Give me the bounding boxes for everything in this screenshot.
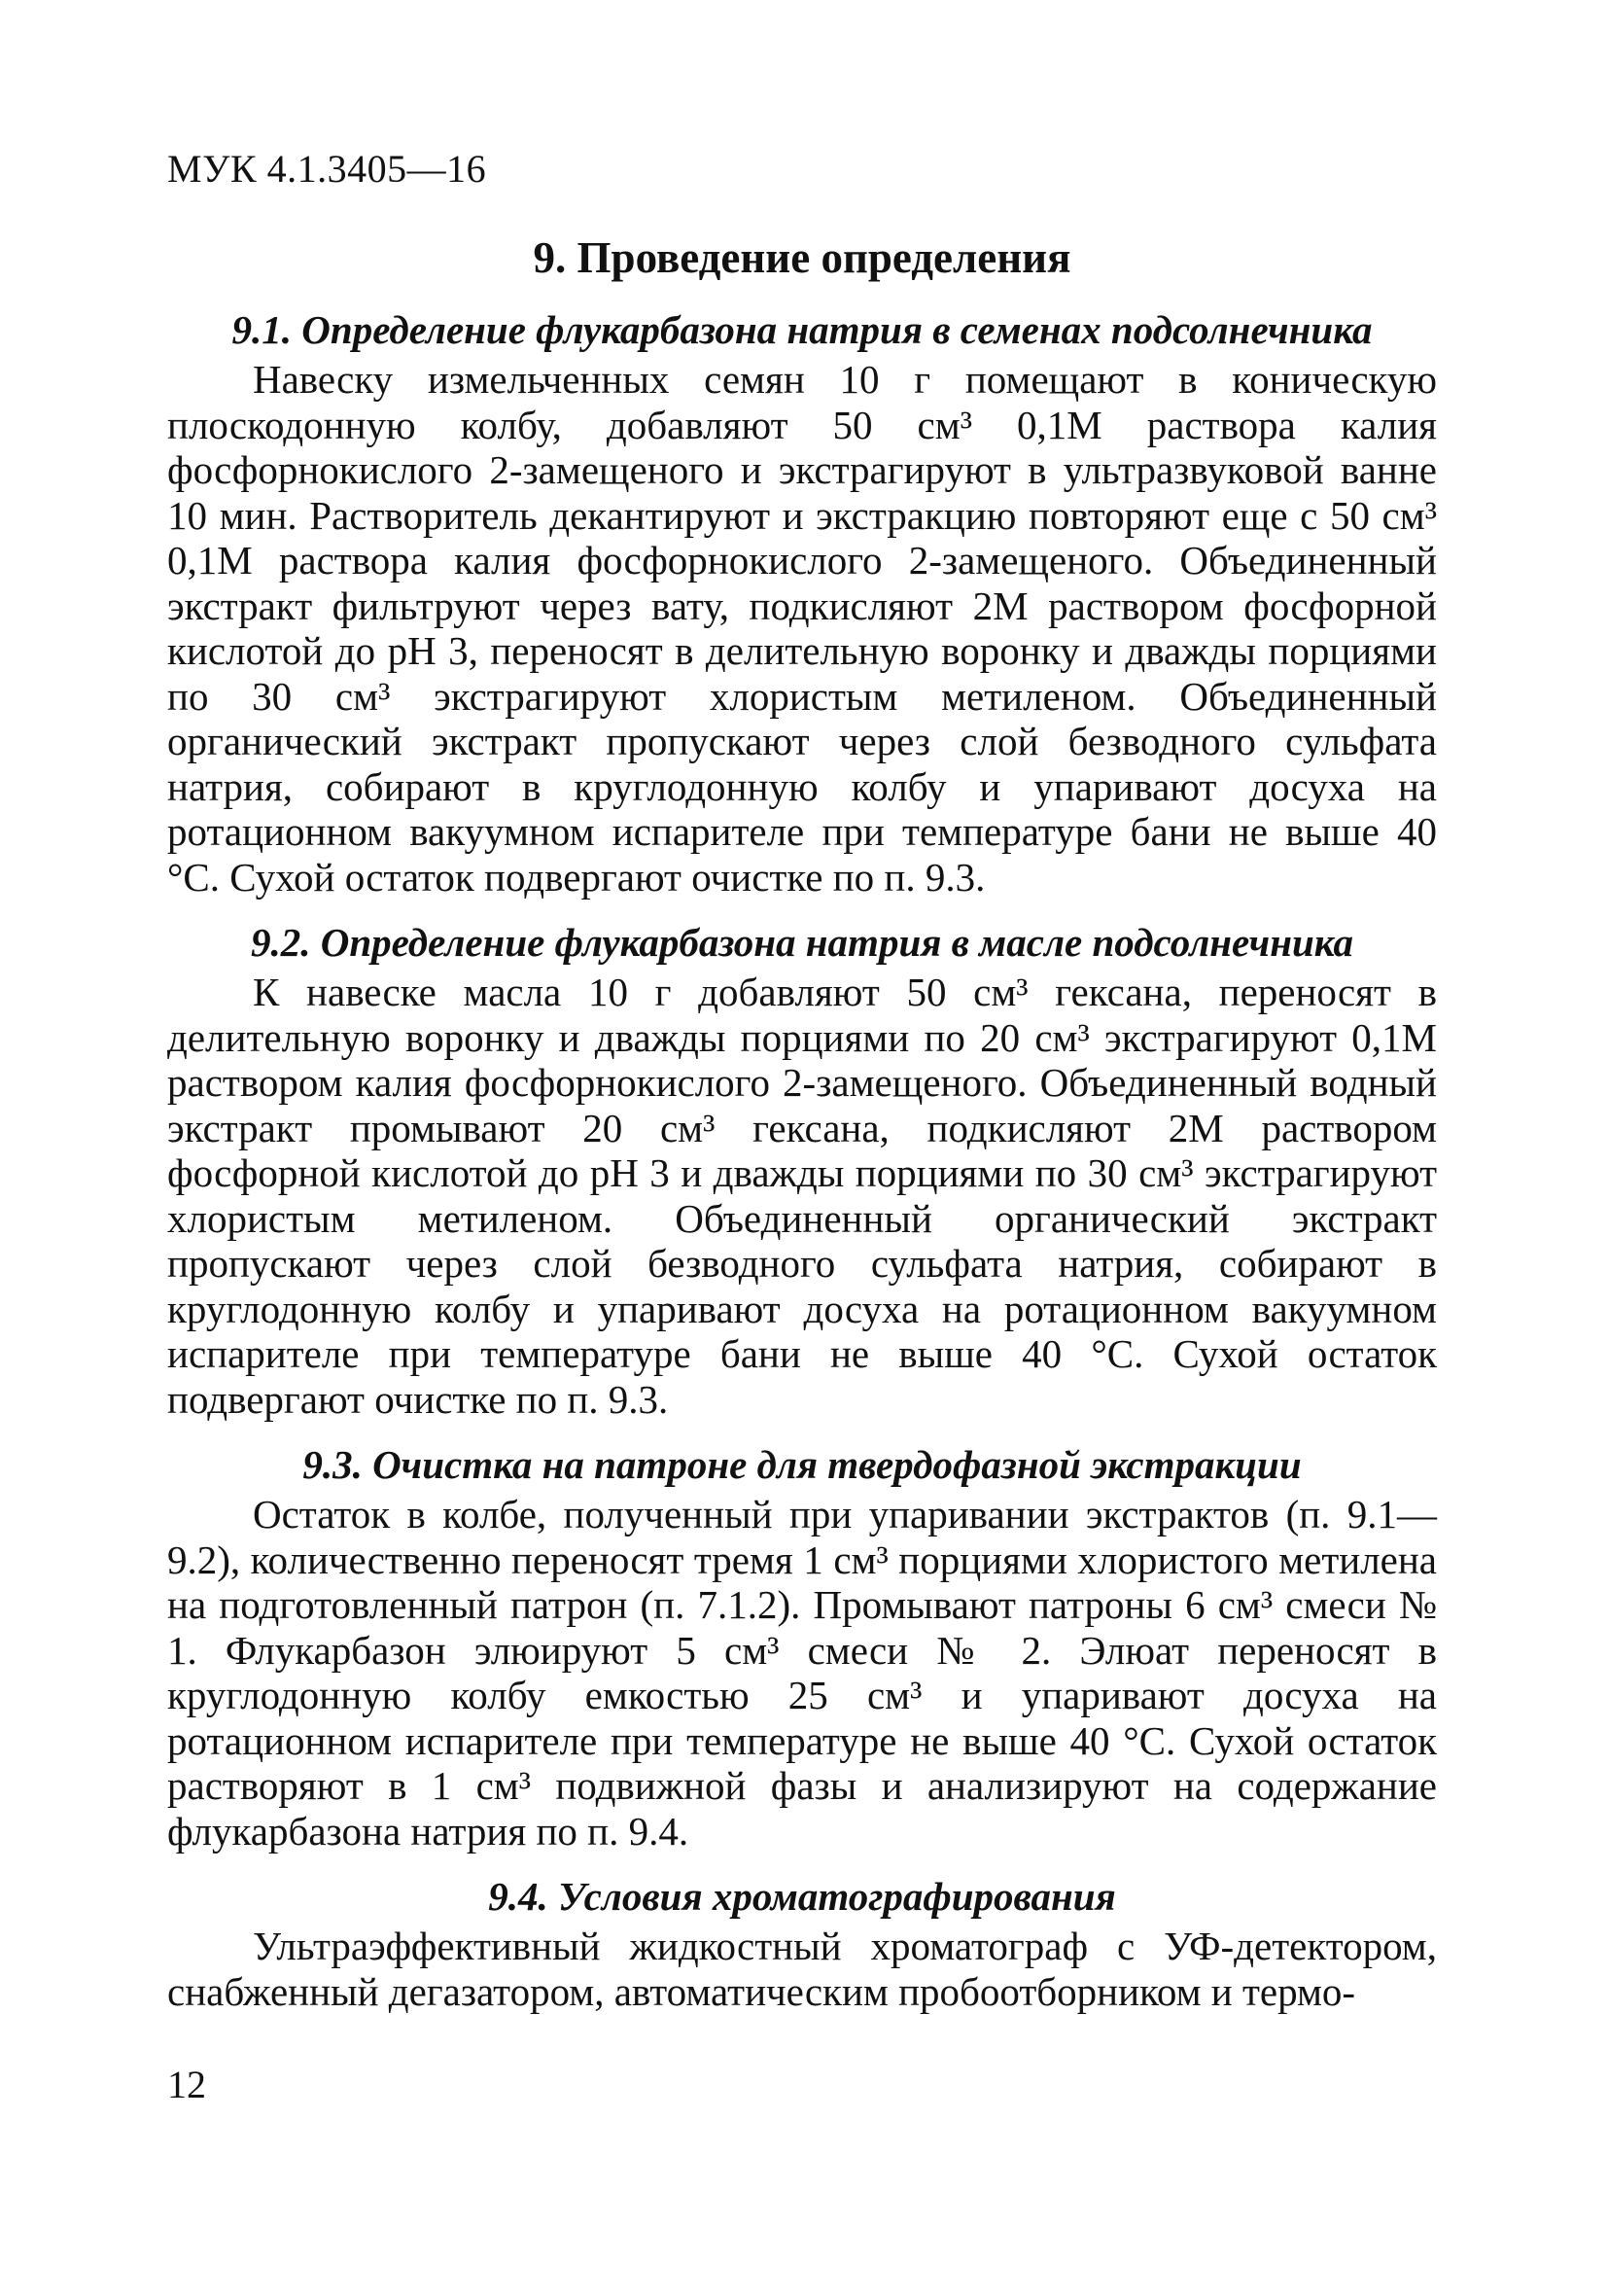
document-code: МУК 4.1.3405—16	[167, 147, 487, 191]
subsection-title-9-3: 9.3. Очистка на патроне для твердофазной экстракции	[302, 1442, 1302, 1487]
page-content	[167, 229, 1437, 2031]
paragraph-9-3: Остаток в колбе, полученный при упаривании экстрактов (п. 9.1—9.2), количественно переносят тремя 1 см³ порциями хлористого метилена на подготовленный патрон (п. 7.1.2). Промывают патроны 6 см³ смеси № 1. Флукарбазон элюируют 5 см³ смеси № 2. Элюат переносят в круглодонную колбу емкостью 25 см³ и упаривают досуха на ротационном испарителе при температуре не выше 40 °С. Сухой остаток растворяют в 1 см³ подвижной фазы и анализируют на содержание флукарбазона натрия по п. 9.4.	[167, 1492, 1437, 1854]
section-title: 9. Проведение определения	[533, 233, 1071, 282]
subsection-title-9-4: 9.4. Условия хроматографирования	[488, 1874, 1116, 1919]
paragraph-9-4: Ультраэффективный жидкостный хроматограф с УФ-детектором, снабженный дегазатором, автоматическим пробоотборником и термо-	[167, 1924, 1437, 2014]
paragraph-9-1: Навеску измельченных семян 10 г помещают в коническую плоскодонную колбу, добавляют 50 см³ 0,1М раствора калия фосфорнокислого 2-замещеного и экстрагируют в ультразвуковой ванне 10 мин. Растворитель декантируют и экстракцию повторяют еще с 50 см³ 0,1М раствора калия фосфорнокислого 2-замещеного. Объединенный экстракт фильтруют через вату, подкисляют 2М раствором фосфорной кислотой до рН 3, переносят в делительную воронку и дважды порциями по 30 см³ экстрагируют хлористым метиленом. Объединенный органический экстракт пропускают через слой безводного сульфата натрия, собирают в круглодонную колбу и упаривают досуха на ротационном вакуумном испарителе при температуре бани не выше 40 °С. Сухой остаток подвергают очистке по п. 9.3.	[167, 357, 1437, 900]
subsection-title-9-1: 9.1. Определение флукарбазона натрия в семенах подсолнечника	[231, 307, 1373, 352]
paragraph-9-2: К навеске масла 10 г добавляют 50 см³ гексана, переносят в делительную воронку и дважды порциями по 20 см³ экстрагируют 0,1М раствором калия фосфорнокислого 2-замещеного. Объединенный водный экстракт промывают 20 см³ гексана, подкисляют 2М раствором фосфорной кислотой до рН 3 и дважды порциями по 30 см³ экстрагируют хлористым метиленом. Объединенный органический экстракт пропускают через слой безводного сульфата натрия, собирают в круглодонную колбу и упаривают досуха на ротационном вакуумном испарителе при температуре бани не выше 40 °С. Сухой остаток подвергают очистке по п. 9.3.	[167, 970, 1437, 1422]
subsection-title-9-2: 9.2. Определение флукарбазона натрия в масле подсолнечника	[250, 920, 1354, 965]
page-number: 12	[167, 2063, 206, 2106]
